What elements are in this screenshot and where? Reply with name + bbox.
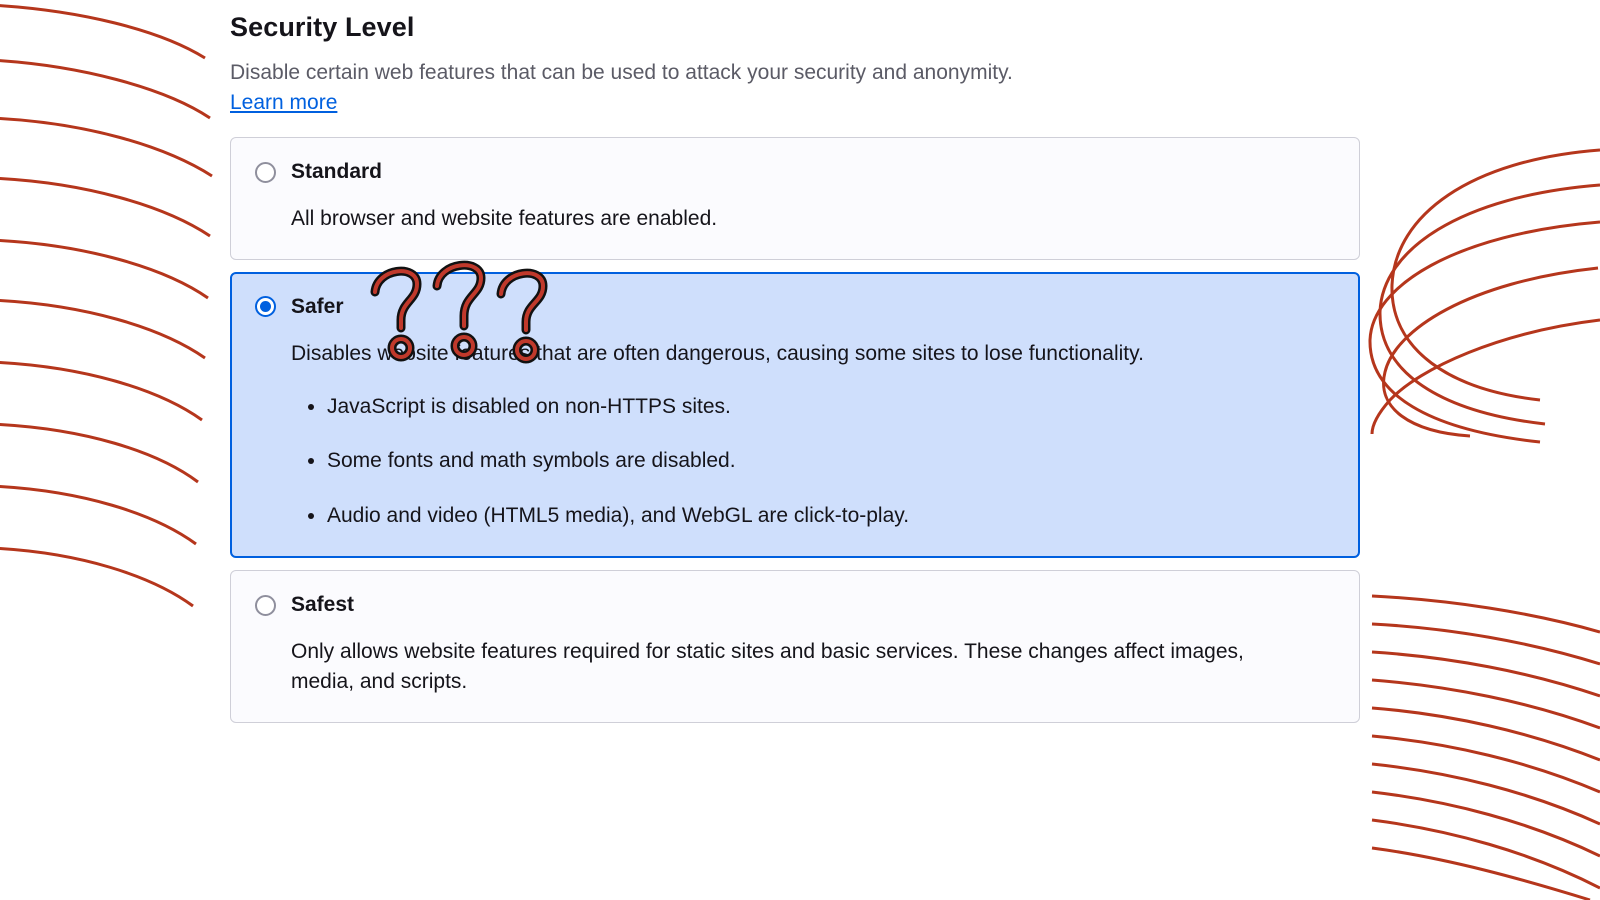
page-title: Security Level <box>230 12 415 42</box>
security-level-panel <box>230 0 1360 723</box>
option-safer-description: Disables website features that are often dangerous, causing some sites to lose functionality. <box>291 341 1144 365</box>
list-item: • JavaScript is disabled on non-HTTPS sites. <box>327 393 1335 420</box>
security-level-options <box>230 137 1360 723</box>
section-description: Disable certain web features that can be used to attack your security and anonymity. <box>230 61 1013 84</box>
option-safer-bullets <box>291 393 1335 529</box>
option-standard-header <box>255 160 1335 184</box>
option-safest-header <box>255 593 1335 617</box>
option-safest-label: Safest <box>291 593 355 617</box>
list-item: • Some fonts and math symbols are disabled. <box>327 447 1335 474</box>
option-safer[interactable] <box>230 272 1360 558</box>
radio-standard[interactable] <box>255 162 276 183</box>
learn-more-link[interactable]: Learn more <box>230 91 338 115</box>
radio-safest[interactable] <box>255 595 276 616</box>
option-standard-label: Standard <box>291 160 383 184</box>
list-item: • Audio and video (HTML5 media), and WebGL are click-to-play. <box>327 502 1335 529</box>
option-standard-description: All browser and website features are enabled. <box>291 207 718 231</box>
option-safer-label: Safer <box>291 294 344 318</box>
option-standard[interactable] <box>230 137 1360 259</box>
option-safest-description: Only allows website features required for static sites and basic services. These changes affect images, media, and scripts. <box>291 640 1244 694</box>
option-safest[interactable] <box>230 570 1360 723</box>
radio-safer[interactable] <box>255 296 276 317</box>
option-safer-header <box>255 295 1335 319</box>
